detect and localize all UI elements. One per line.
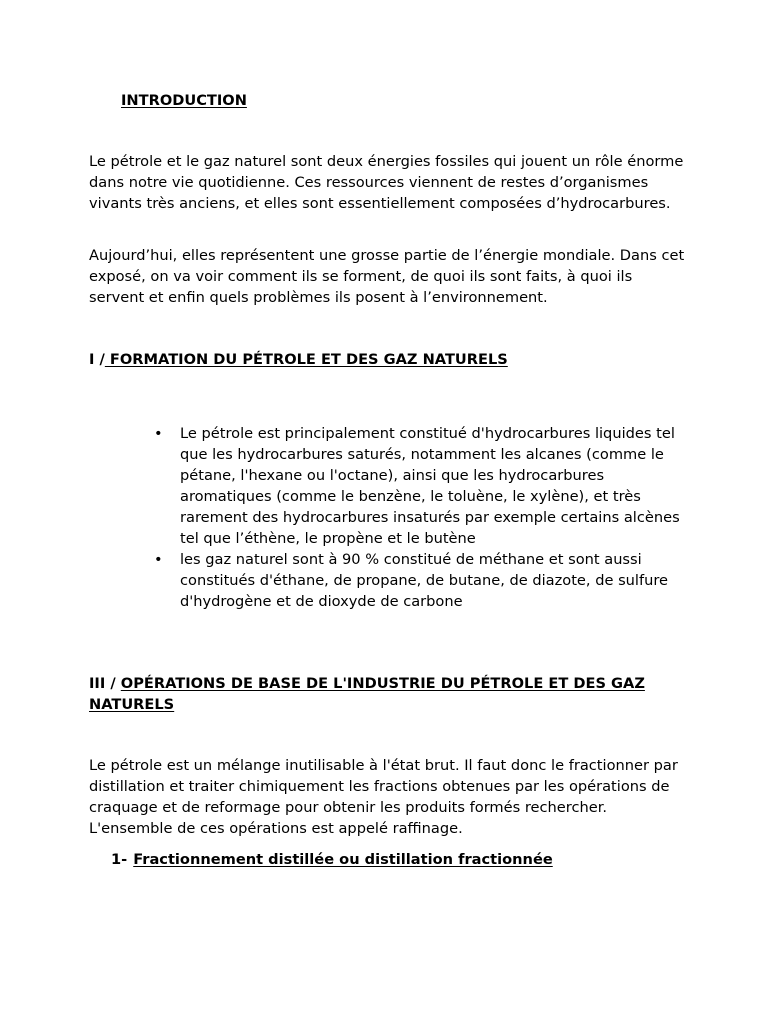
section-1-heading (89, 349, 689, 370)
section-1-prefix: I / (89, 351, 105, 368)
bullet-icon: • (154, 551, 163, 568)
subsection-1-title: Fractionnement distillée ou distillation fractionnée (133, 851, 553, 868)
section-3-title: OPÉRATIONS DE BASE DE L'INDUSTRIE DU PÉTROLE ET DES GAZ NATURELS (89, 675, 645, 713)
intro-paragraph-2: Aujourd’hui, elles représentent une grosse partie de l’énergie mondiale. Dans cet exposé, on va voir comment ils se forment, de quoi ils sont faits, à quoi ils servent et enfin quels problèmes ils posent à l’environnement. (89, 247, 685, 306)
section-3-prefix: III / (89, 675, 116, 692)
section-3-paragraph: Le pétrole est un mélange inutilisable à l'état brut. Il faut donc le fractionner par distillation et traiter chimiquement les fractions obtenues par les opérations de craquage et de reformage pour obtenir les produits formés rechercher. L'ensemble de ces opérations est appelé raffinage. (89, 757, 678, 837)
bullet-text-1: Le pétrole est principalement constitué d'hydrocarbures liquides tel que les hydrocarbures saturés, notamment les alcanes (comme le pétane, l'hexane ou l'octane), ainsi que les hydrocarbures aromatiques (comme le benzène, le toluène, le xylène), et très rarement des hydrocarbures insaturés par exemple certains alcènes tel que l’éthène, le propène et le butène (180, 425, 680, 547)
section-3-heading (89, 673, 679, 715)
subsection-1-heading (111, 849, 671, 870)
subsection-1-number: 1- (111, 851, 128, 868)
intro-heading: INTRODUCTION (121, 92, 247, 109)
bullet-icon: • (154, 425, 163, 442)
list-item (154, 549, 680, 612)
section-1-title: FORMATION DU PÉTROLE ET DES GAZ NATURELS (104, 351, 508, 368)
list-item (154, 423, 680, 549)
section-1-bullet-list (154, 423, 680, 612)
intro-paragraph-1: Le pétrole et le gaz naturel sont deux énergies fossiles qui jouent un rôle énorme dans notre vie quotidienne. Ces ressources viennent de restes d’organismes vivants très anciens, et elles sont essentiellement composées d’hydrocarbures. (89, 153, 684, 212)
bullet-text-2: les gaz naturel sont à 90 % constitué de méthane et sont aussi constitués d'éthane, de propane, de butane, de diazote, de sulfure d'hydrogène et de dioxyde de carbone (180, 551, 669, 610)
